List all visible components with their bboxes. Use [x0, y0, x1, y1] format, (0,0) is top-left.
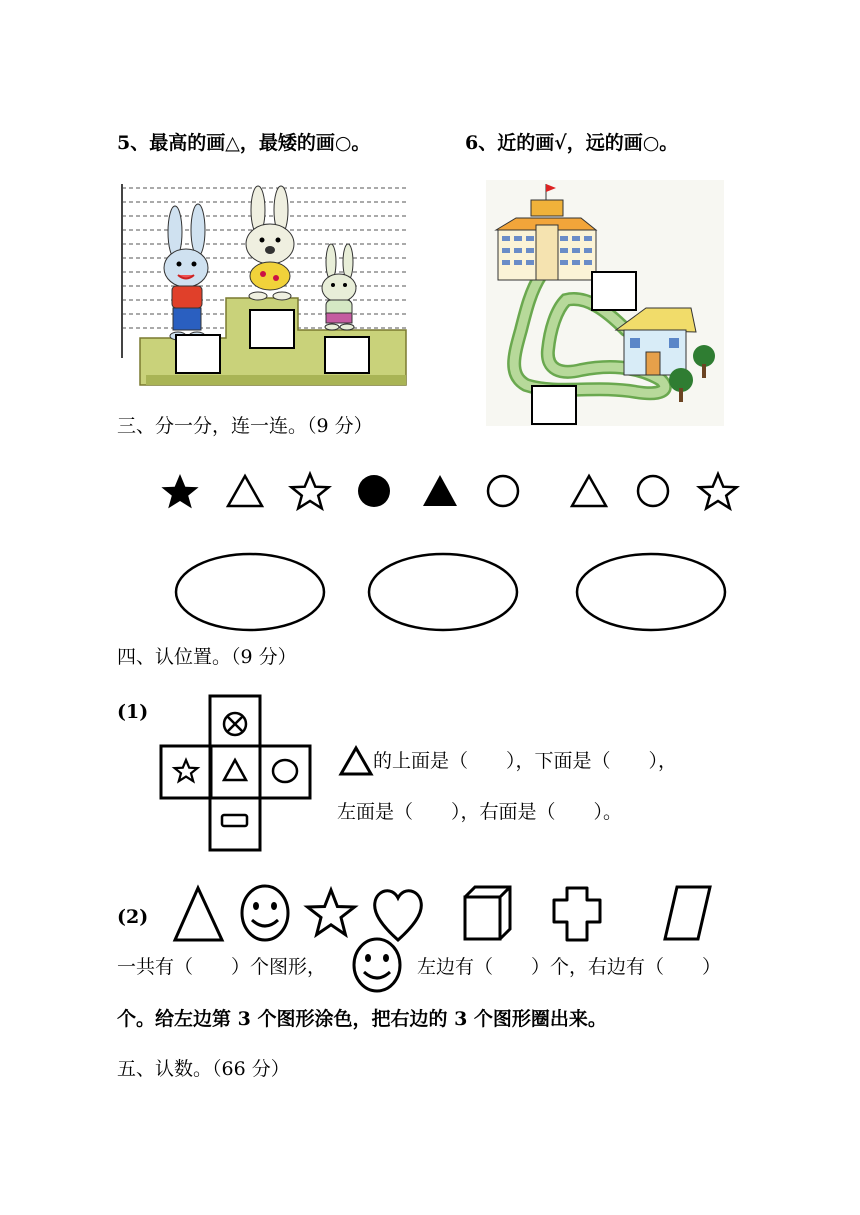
filled-circle-icon [358, 475, 390, 507]
part1-label: (1) [117, 701, 149, 723]
star-icon [308, 890, 355, 935]
section3-title: 三、分一分，连一连。（9 分） [117, 415, 373, 437]
section3-shapes-row [150, 468, 750, 516]
outline-triangle-icon [228, 476, 262, 506]
filled-star-icon [161, 474, 198, 508]
part2-shapes-row [170, 882, 730, 946]
q5-prompt: 5、最高的画△，最矮的画○。 [117, 132, 371, 154]
position-cross-grid [160, 694, 312, 852]
cube-icon [465, 887, 510, 939]
section5-title: 五、认数。（66 分） [117, 1058, 290, 1080]
school-house-illustration [486, 180, 724, 426]
sorting-oval-3 [577, 554, 725, 630]
parallelogram-icon [665, 887, 710, 939]
smiley-divider-icon [350, 936, 404, 994]
cross-icon [554, 888, 600, 940]
part1-question-line2: 左面是（ ），右面是（ ）。 [337, 801, 623, 823]
section4-title: 四、认位置。（9 分） [117, 646, 297, 668]
heart-icon [375, 891, 422, 940]
circle-icon [273, 760, 297, 782]
answer-box-school [592, 272, 636, 310]
answer-box-left-rabbit [176, 335, 220, 373]
star-icon [175, 760, 198, 781]
sorting-ovals [170, 550, 740, 635]
answer-box-middle-rabbit [250, 310, 294, 348]
part2-question-line1a: 一共有（ ）个图形， [117, 956, 327, 978]
sorting-oval-2 [369, 554, 517, 630]
part2-question-line2: 个。给左边第 3 个图形涂色，把右边的 3 个图形圈出来。 [117, 1008, 607, 1030]
triangle-icon [224, 760, 246, 780]
filled-triangle-icon [423, 475, 457, 506]
q6-prompt: 6、近的画√，远的画○。 [465, 132, 679, 154]
outline-triangle-icon [572, 476, 606, 506]
smiley-icon [242, 886, 288, 940]
part1-question-line1: 的上面是（ ），下面是（ ）， [373, 750, 678, 772]
outline-circle-icon [638, 476, 668, 506]
part2-question-line1b: 左边有（ ）个，右边有（ ） [417, 956, 722, 978]
sorting-oval-1 [176, 554, 324, 630]
answer-box-house [532, 386, 576, 424]
outline-circle-icon [488, 476, 518, 506]
triangle-prompt-icon [339, 746, 373, 776]
triangle-icon [175, 888, 222, 940]
outline-star-icon [699, 474, 736, 508]
rectangle-icon [222, 815, 247, 826]
outline-star-icon [291, 474, 328, 508]
answer-box-right-rabbit [325, 337, 369, 373]
circle-x-icon [224, 713, 246, 735]
rabbits-height-illustration [118, 180, 408, 385]
part2-label: (2) [117, 906, 149, 928]
